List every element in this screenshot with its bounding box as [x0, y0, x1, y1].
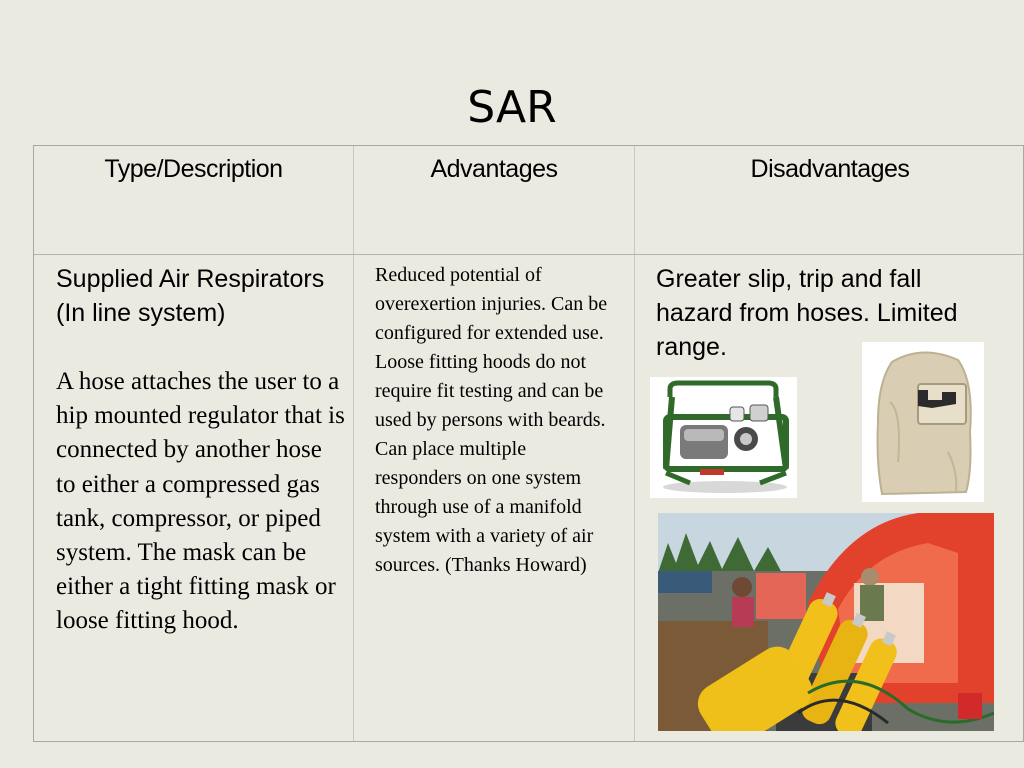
column-divider	[353, 146, 354, 741]
type-description: A hose attaches the user to a hip mounted regulator that is connected by another hose to either a compressed gas tank, compressor, or piped system. The mask can be either a tight fitting mask or loose fitting hood.	[56, 368, 345, 635]
advantages-text: Reduced potential of overexertion injuries. Can be configured for extended use. Loose fitting hoods do not require fit testing and can be used by persons with beards. Can place multiple responders on one system through use of a manifold system with a variety of air sources. (Thanks Howard)	[375, 264, 608, 576]
slide-title: SAR	[467, 82, 557, 133]
header-advantages: Advantages	[430, 155, 558, 183]
loose-fitting-hood-photo	[862, 342, 984, 502]
sar-table	[33, 145, 1024, 742]
type-title: Supplied Air Respirators (In line system)	[56, 265, 325, 327]
header-disadvantages: Disadvantages	[750, 155, 910, 183]
decon-tent-with-air-tanks-photo	[658, 513, 994, 731]
column-divider	[634, 146, 635, 741]
air-compressor-photo	[650, 377, 797, 498]
disadvantages-text: Greater slip, trip and fall hazard from hoses. Limited range.	[656, 265, 958, 361]
header-type-description: Type/Description	[104, 155, 283, 183]
header-divider	[34, 254, 1023, 255]
